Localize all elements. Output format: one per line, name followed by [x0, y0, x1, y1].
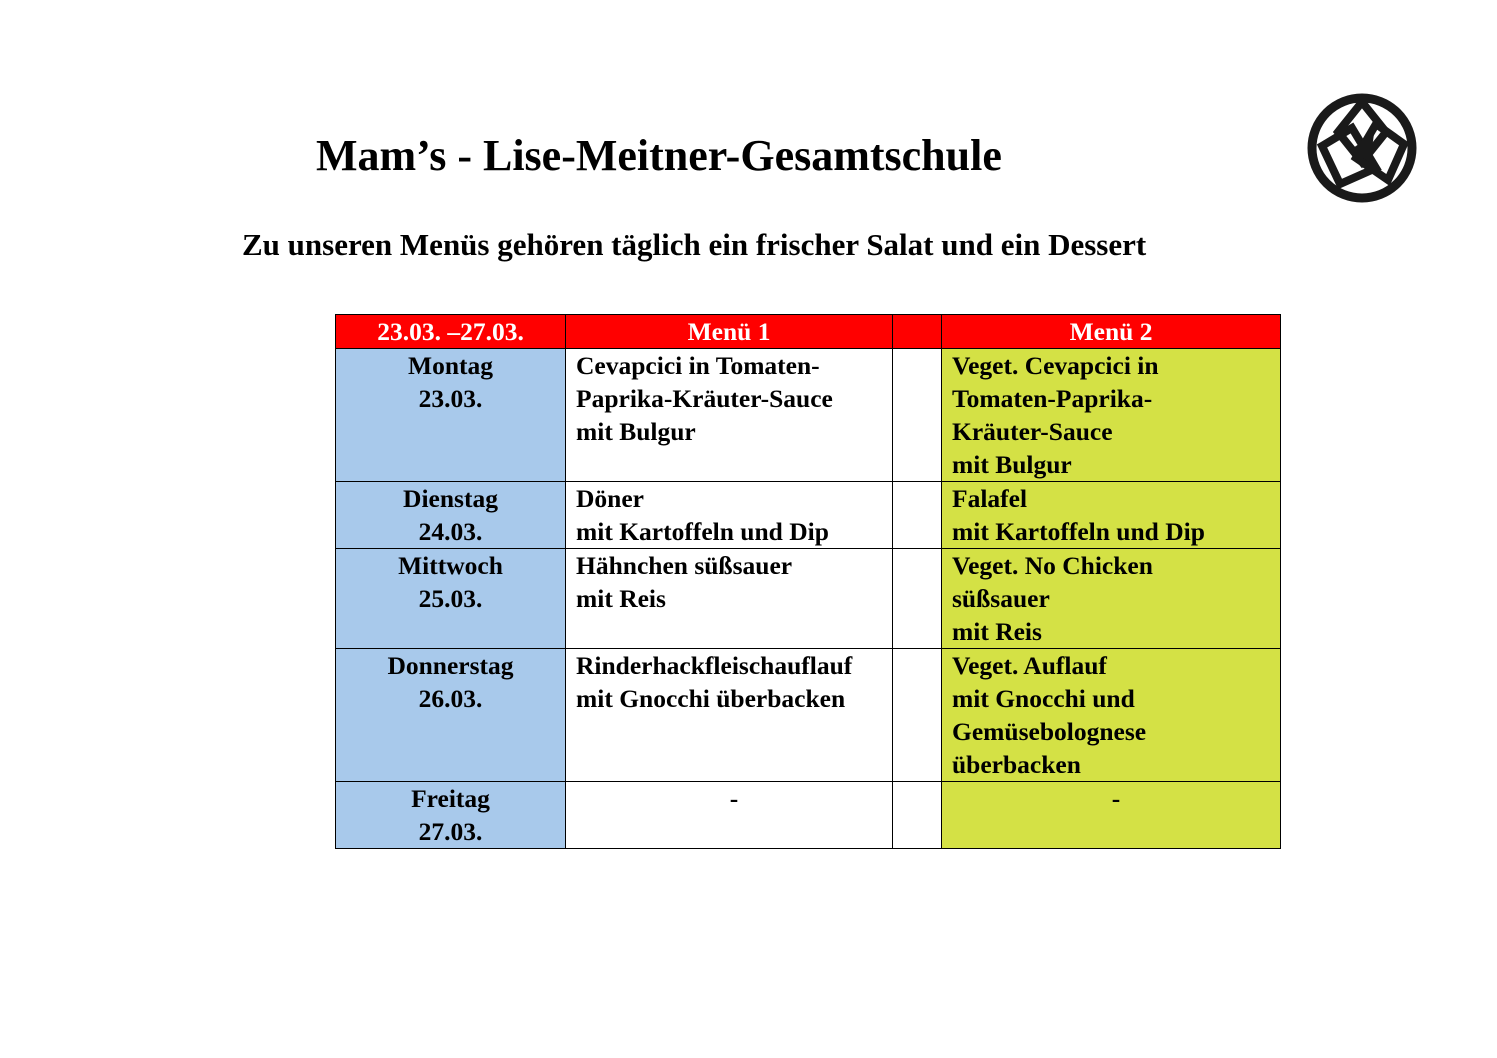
menu2-line: Gemüsebolognese	[952, 717, 1147, 746]
menu2-line: mit Gnocchi und	[952, 684, 1135, 713]
menu1-cell	[566, 549, 893, 649]
menu1-cell	[566, 349, 893, 482]
menu2-cell	[942, 549, 1281, 649]
menu1-line: Rinderhackfleischauflauf	[576, 651, 853, 680]
menu2-line: Tomaten-Paprika-	[952, 384, 1153, 413]
menu2-line: süßsauer	[952, 584, 1050, 613]
gap-cell	[893, 349, 942, 482]
table-row	[336, 549, 1281, 649]
day-cell	[336, 649, 566, 782]
menu1-header: Menü 1	[566, 315, 893, 349]
menu2-line: -	[1111, 784, 1121, 813]
day-date: 23.03.	[418, 384, 483, 413]
table-row	[336, 649, 1281, 782]
day-cell	[336, 349, 566, 482]
day-name: Mittwoch	[398, 551, 503, 580]
week-header: 23.03. –27.03.	[336, 315, 566, 349]
day-cell	[336, 482, 566, 549]
table-row	[336, 349, 1281, 482]
gap-header	[893, 315, 942, 349]
menu2-cell	[942, 782, 1281, 849]
day-name: Freitag	[411, 784, 490, 813]
page-subtitle: Zu unseren Menüs gehören täglich ein frischer Salat und ein Dessert	[242, 227, 1147, 262]
day-date: 26.03.	[418, 684, 483, 713]
menu1-line: Döner	[576, 484, 644, 513]
menu1-line: Hähnchen süßsauer	[576, 551, 793, 580]
menu1-line: -	[729, 784, 739, 813]
menu2-cell	[942, 649, 1281, 782]
day-cell	[336, 549, 566, 649]
menu2-line: mit Reis	[952, 617, 1042, 646]
table-row	[336, 482, 1281, 549]
menu1-cell	[566, 782, 893, 849]
menu1-line: mit Kartoffeln und Dip	[576, 517, 829, 546]
day-date: 24.03.	[418, 517, 483, 546]
menu2-line: Veget. Auflauf	[952, 651, 1107, 680]
gap-cell	[893, 549, 942, 649]
day-cell	[336, 782, 566, 849]
menu2-header: Menü 2	[942, 315, 1281, 349]
gap-cell	[893, 482, 942, 549]
menu2-line: Veget. Cevapcici in	[952, 351, 1159, 380]
page-title: Mam’s - Lise-Meitner-Gesamtschule	[316, 131, 1002, 180]
table-header-row	[336, 315, 1281, 349]
menu1-line: mit Gnocchi überbacken	[576, 684, 846, 713]
day-name: Donnerstag	[387, 651, 514, 680]
gap-cell	[893, 782, 942, 849]
menu2-line: mit Kartoffeln und Dip	[952, 517, 1205, 546]
school-logo-icon	[1300, 88, 1424, 208]
day-date: 27.03.	[418, 817, 483, 846]
menu1-cell	[566, 482, 893, 549]
day-name: Dienstag	[403, 484, 498, 513]
menu1-cell	[566, 649, 893, 782]
menu1-line: mit Bulgur	[576, 417, 696, 446]
menu1-line: mit Reis	[576, 584, 666, 613]
menu1-line: Cevapcici in Tomaten-	[576, 351, 820, 380]
day-name: Montag	[408, 351, 493, 380]
menu2-line: mit Bulgur	[952, 450, 1072, 479]
menu2-line: überbacken	[952, 750, 1081, 779]
menu2-line: Falafel	[952, 484, 1028, 513]
gap-cell	[893, 649, 942, 782]
day-date: 25.03.	[418, 584, 483, 613]
menu2-line: Kräuter-Sauce	[952, 417, 1113, 446]
menu-table	[335, 314, 1281, 849]
table-row	[336, 782, 1281, 849]
menu2-line: Veget. No Chicken	[952, 551, 1153, 580]
menu1-line: Paprika-Kräuter-Sauce	[576, 384, 833, 413]
menu2-cell	[942, 349, 1281, 482]
menu2-cell	[942, 482, 1281, 549]
